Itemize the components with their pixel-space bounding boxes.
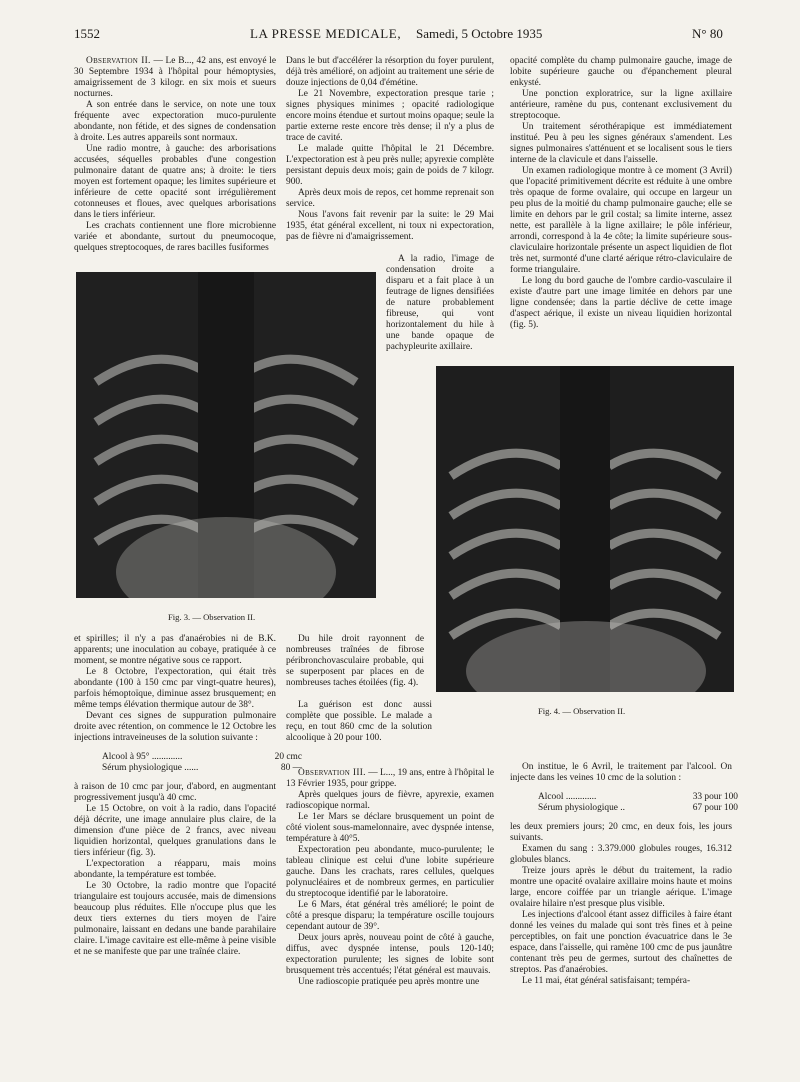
paragraph-text: — Le B..., 42 ans, est envoyé le 30 Septembre 1934 à l'hôpital pour hémoptysies, amaigrissement de 3 kilogr. en six mois et sueurs nocturnes. [74, 56, 276, 99]
paragraph-text: Après quelques jours de fièvre, apyrexie, examen radioscopique normal. [286, 790, 494, 811]
paragraph [286, 210, 494, 243]
journal-title: LA PRESSE MEDICALE, [250, 26, 402, 41]
table-row [510, 803, 738, 814]
paragraph-text: A son entrée dans le service, on note une toux fréquente avec expectoration muco-purulente abondante, non fétide, et des signes de condensation à droite. Les autres appareils sont normaux. [74, 100, 276, 143]
col1-top [74, 56, 276, 254]
paragraph-text: Un examen radiologique montre à ce moment (3 Avril) que l'opacité primitivement décrite est réduite à une ombre très opaque de forme ovalaire, qui occupe en largeur un peu plus de la moitié du champ pulmonaire gauche; elle se limite en dehors par le gril costal; sa limite interne, assez nette, est parallèle à la ligne axillaire; le pôle inférieur, arrondi, correspond à la 4e côte; la limite supérieure sous-claviculaire horizontale présente un aspect liquidien de flot très net, surmonté d'une clarté aérique rétro-claviculaire de forme triangulaire. [510, 166, 732, 275]
paragraph [74, 859, 276, 881]
paragraph [510, 866, 732, 910]
paragraph-text: Une radio montre, à gauche: des arborisations accusées, séquelles probables d'une congestion pulmonaire datant de quatre ans; à droite: le tiers moyen est fortement opaque; les limites supérieure et inférieure de cette opacité sont irrégulièrement cotonneuses et floues, avec quelques arborisations dans le tiers inférieur. [74, 144, 276, 220]
paragraph-text: les deux premiers jours; 20 cmc, en deux fois, les jours suivants. [510, 822, 732, 843]
paragraph [74, 782, 276, 804]
paragraph [74, 711, 276, 744]
paragraph [286, 790, 494, 812]
paragraph-text: Le 30 Octobre, la radio montre que l'opacité triangulaire est toujours accusée, mais de dimensions beaucoup plus réduites. Elle n'occupe plus que les deux tiers externes du tiers moyen de l'aire pulmonaire, laissant en dedans une bande parahilaire claire. L'image cavitaire est elle-même à peine visible et ne se manifeste que par une traînée claire. [74, 881, 276, 957]
paragraph-text: Deux jours après, nouveau point de côté à gauche, diffus, avec dyspnée intense, pouls 120-140; expectoration purulente; les signes de lobite sont brusquement très accentués; l'état général est mauvais. [286, 933, 494, 976]
paragraph-text: à raison de 10 cmc par jour, d'abord, en augmentant progressivement jusqu'à 40 cmc. [74, 782, 276, 803]
observation-heading: Observation II. [86, 56, 151, 66]
paragraph-text: Le 8 Octobre, l'expectoration, qui était très abondante (100 à 150 cmc par vingt-quatre heures), parfois hémoptoïque, diminue assez brusquement; en même temps élévation thermique autour de 38°. [74, 667, 276, 710]
page-header [74, 26, 740, 44]
paragraph [510, 822, 732, 844]
paragraph [74, 144, 276, 221]
paragraph-text: Une radioscopie pratiquée peu après montre une [298, 977, 480, 987]
paragraph [286, 845, 494, 900]
paragraph [510, 276, 732, 331]
paragraph [510, 166, 732, 276]
paragraph-text: Nous l'avons fait revenir par la suite: le 29 Mai 1935, état général excellent, ni toux ni expectoration, pas de fièvre ni d'amaigrissement. [286, 210, 494, 242]
paragraph-text: Le 1er Mars se déclare brusquement un point de côté violent sous-mamelonnaire, avec dyspnée intense, température à 40°5. [286, 812, 494, 844]
col2-narrow [386, 254, 494, 353]
fig4-caption: Fig. 4. — Observation II. [538, 706, 626, 716]
ingredient: Alcool ............. [538, 792, 597, 802]
paragraph-text: Treize jours après le début du traitement, la radio montre une opacité ovalaire axillaire moins haute et moins large, encore coiffée par un triangle aérique. L'image ovalaire hilaire n'est presque plus visible. [510, 866, 732, 909]
paragraph-text: Expectoration peu abondante, muco-purulente; le tableau clinique est celui d'une lobite supérieure gauche. Dans les crachats, rares cellules, quelques polynucléaires et de nombreux germes, en particulier du streptocoque identifié par le laboratoire. [286, 845, 494, 899]
issue-number: N° 80 [692, 26, 723, 41]
amount: 67 pour 100 [692, 803, 738, 813]
xray-image [436, 366, 734, 692]
paragraph [286, 812, 494, 845]
paragraph [510, 122, 732, 166]
paragraph [510, 762, 732, 784]
paragraph [286, 977, 494, 988]
paragraph-text: On institue, le 6 Avril, le traitement par l'alcool. On injecte dans les veines 10 cmc de la solution : [510, 762, 732, 783]
paragraph-text: Le 11 mai, état général satisfaisant; tempéra- [522, 976, 691, 986]
paragraph-text: Dans le but d'accélérer la résorption du foyer purulent, déjà très amélioré, on adjoint au traitement une série de douze injections de 0,04 d'émétine. [286, 56, 494, 88]
paragraph [74, 881, 276, 958]
col3-top [510, 56, 732, 331]
paragraph [510, 844, 732, 866]
paragraph [286, 56, 494, 89]
paragraph-text: L'expectoration a réapparu, mais moins abondante, la température est tombée. [74, 859, 276, 880]
paragraph-text: Une ponction exploratrice, sur la ligne axillaire antérieure, ramène du pus, contenant exclusivement du streptocoque. [510, 89, 732, 121]
paragraph: La guérison est donc aussi complète que possible. Le malade a reçu, en tout 860 cmc de la solution alcoolique à 20 pour 100. [286, 700, 432, 743]
paragraph-text: Le 6 Mars, état général très amélioré; le point de côté a presque disparu; la température oscille toujours cependant autour de 39°. [286, 900, 494, 932]
col2-top [286, 56, 494, 243]
paragraph [286, 188, 494, 210]
ingredient: Sérum physiologique ...... [102, 763, 199, 773]
paragraph [286, 933, 494, 977]
table-row [74, 763, 302, 774]
paragraph [286, 900, 494, 933]
paragraph-text: Les crachats contiennent une flore microbienne variée et abondante, surtout du pneumocoque, quelques streptocoques, de rares bacilles fusiformes [74, 221, 276, 253]
table-row [74, 752, 302, 763]
observation-heading: Observation III. [298, 768, 366, 778]
paragraph [74, 56, 276, 100]
xray-figure-3 [76, 272, 376, 598]
paragraph [286, 89, 494, 144]
paragraph-text: — L..., 19 ans, entre à l'hôpital le 13 Février 1935, pour grippe. [286, 768, 494, 789]
paragraph-text: Un traitement sérothérapique est immédiatement institué. Peu à peu les signes généraux s'amendent. Les signes pulmonaires s'atténuent et se localisent sous le tiers interne de la clavicule et dans l'aisselle. [510, 122, 732, 165]
issue-date: Samedi, 5 Octobre 1935 [416, 26, 543, 41]
paragraph [286, 768, 494, 790]
paragraph-text: Examen du sang : 3.379.000 globules rouges, 16.312 globules blancs. [510, 844, 732, 865]
table-row [510, 792, 738, 803]
col1-bottom [74, 634, 302, 958]
col3-bottom [510, 762, 738, 987]
paragraph: A la radio, l'image de condensation droite a disparu et a fait place à un feutrage de lignes densifiées de nature probablement fibreuse, qui vont horizontalement du hile à une bande opaque de pachypleurite axillaire. [386, 254, 494, 352]
amount: 20 cmc [274, 752, 302, 762]
solution-table-2 [510, 792, 738, 814]
ingredient: Alcool à 95° ............. [102, 752, 183, 762]
amount: 33 pour 100 [692, 792, 738, 802]
paragraph: Du hile droit rayonnent de nombreuses traînées de fibrose péribronchovasculaire probable, qui se superposent par places en de nombreuses taches étoilées (fig. 4). [286, 634, 424, 688]
amount: 80 — [280, 763, 302, 773]
paragraph [510, 976, 732, 987]
col2-side [286, 634, 424, 689]
xray-figure-4 [436, 366, 734, 692]
col2-side-b [286, 700, 432, 744]
paragraph [74, 100, 276, 144]
paragraph-text: Le long du bord gauche de l'ombre cardio-vasculaire il existe d'autre part une image limitée en dehors par une ligne condensée; dans la partie déclive de cette image d'aspect aérique, il existe un niveau liquidien horizontal (fig. 5). [510, 276, 732, 330]
paragraph [74, 667, 276, 711]
xray-image [76, 272, 376, 598]
col2-bottom [286, 768, 494, 988]
paragraph-text: Le malade quitte l'hôpital le 21 Décembre. L'expectoration est à peu près nulle; apyrexie complète persistant depuis deux mois; gain de poids de 7 kilogr. 900. [286, 144, 494, 187]
paragraph-text: Les injections d'alcool étant assez difficiles à faire étant donné les veines du malade qui sont très fines et à peine perceptibles, on fait une ponction évacuatrice dans le 3e espace, dans l'aisselle, qui ramène 100 cmc de pus jaunâtre contenant très peu de germes, surtout des chaînettes de streptos. Pas d'anaérobies. [510, 910, 732, 975]
paragraph-text: Devant ces signes de suppuration pulmonaire droite avec rétention, on commence le 12 Octobre les injections intraveineuses de la solution suivante : [74, 711, 276, 743]
solution-table-1 [74, 752, 302, 774]
paragraph-text: opacité complète du champ pulmonaire gauche, image de lobite supérieure gauche ou d'épanchement pleural enkysté. [510, 56, 732, 88]
paragraph-text: Le 21 Novembre, expectoration presque tarie ; signes physiques minimes ; opacité radiologique encore moins étendue et surtout moins opaque; seule la partie externe reste encore très dense; il n'y a plus de trace de cavité. [286, 89, 494, 143]
paragraph [510, 89, 732, 122]
paragraph: et spirilles; il n'y a pas d'anaérobies ni de B.K. apparents; une inoculation au cobaye, pratiquée à ce moment, se montre négative sous ce rapport. [74, 634, 276, 666]
fig3-caption: Fig. 3. — Observation II. [168, 612, 256, 622]
ingredient: Sérum physiologique .. [538, 803, 625, 813]
page-number: 1552 [74, 26, 100, 41]
paragraph [510, 56, 732, 89]
paragraph [286, 144, 494, 188]
paragraph [74, 804, 276, 859]
paragraph [74, 221, 276, 254]
paragraph-text: Le 15 Octobre, on voit à la radio, dans l'opacité déjà décrite, une image annulaire plus claire, de la dimension d'une pièce de 2 francs, avec niveau liquidien horizontal, quelques granulations dans le tiers inférieur (fig. 3). [74, 804, 276, 858]
paragraph-text: Après deux mois de repos, cet homme reprenait son service. [286, 188, 494, 209]
paragraph [510, 910, 732, 976]
